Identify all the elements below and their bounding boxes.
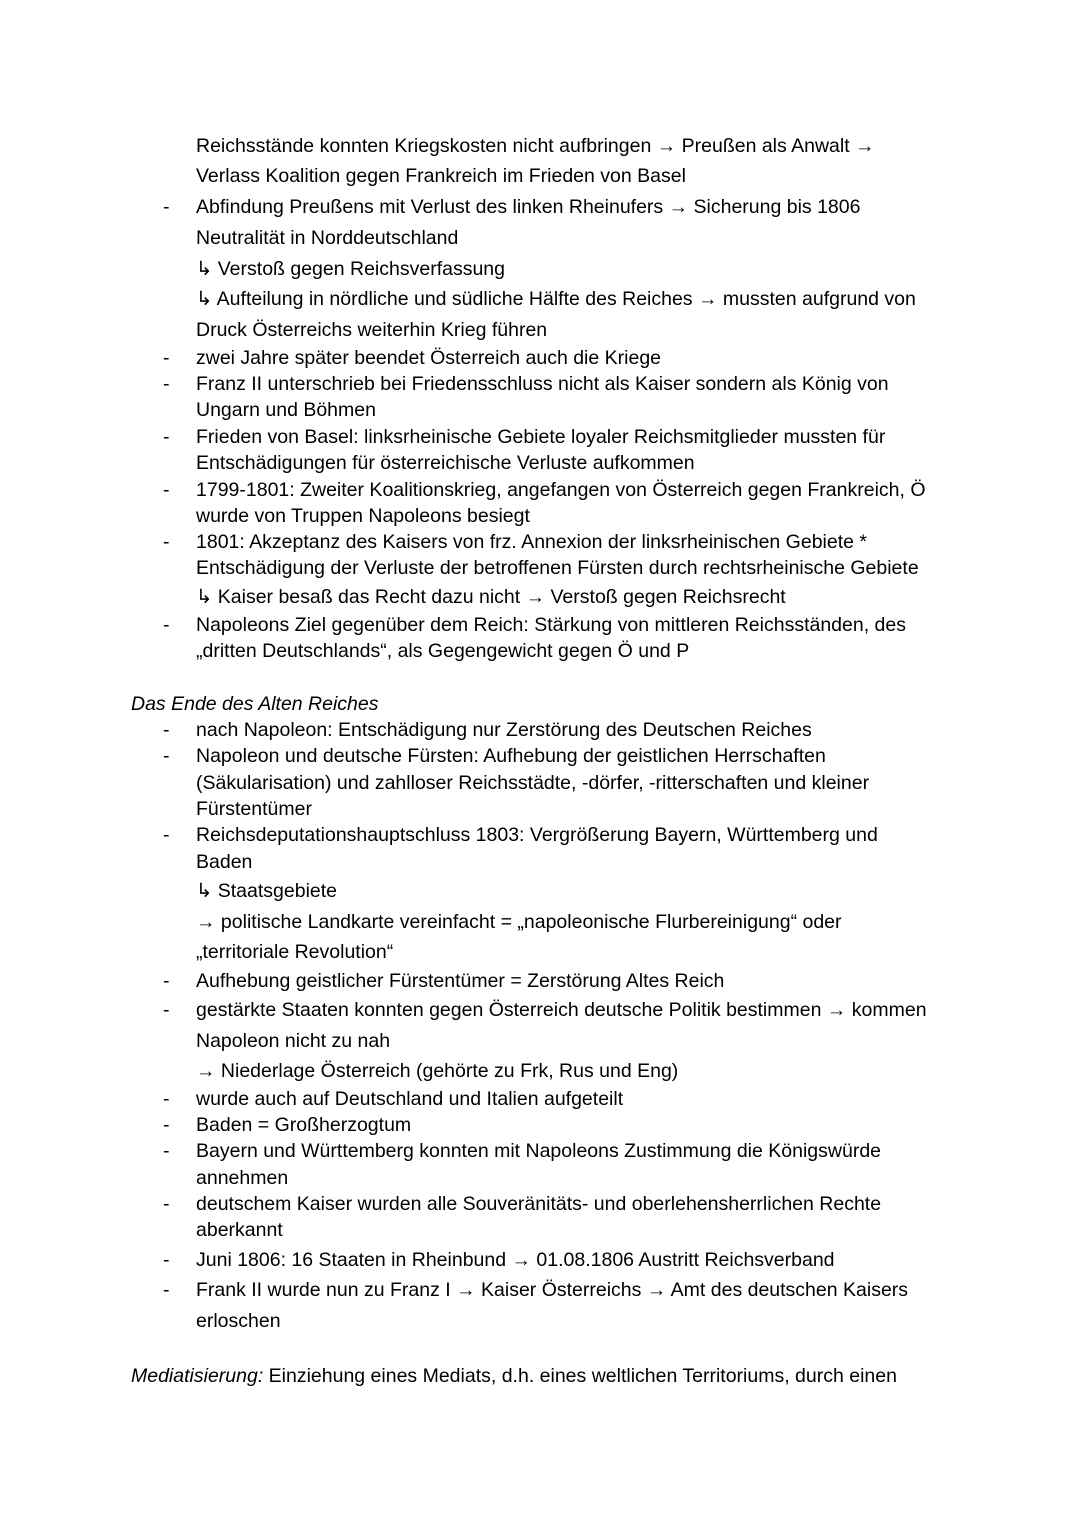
- text-line: Napoleon und deutsche Fürsten: Aufhebung der geistlichen Herrschaften: [196, 745, 826, 767]
- text-line: → politische Landkarte vereinfacht = „napoleonische Flurbereinigung“ oder: [196, 911, 842, 933]
- bullet-dash: -: [163, 970, 170, 992]
- text-line: wurde auch auf Deutschland und Italien aufgeteilt: [196, 1088, 624, 1110]
- text-line: Franz II unterschrieb bei Friedensschluss nicht als Kaiser sondern als König von: [196, 373, 889, 395]
- bullet-dash: -: [163, 1114, 170, 1136]
- text-line: Verlass Koalition gegen Frankreich im Frieden von Basel: [196, 165, 686, 187]
- bullet-dash: -: [163, 426, 170, 448]
- text-line: ↳ Aufteilung in nördliche und südliche Hälfte des Reiches → mussten aufgrund von: [196, 288, 916, 310]
- text-line: (Säkularisation) und zahlloser Reichsstädte, -dörfer, -ritterschaften und kleiner: [196, 772, 870, 794]
- text-line: ↳ Verstoß gegen Reichsverfassung: [196, 258, 506, 280]
- bullet-dash: -: [163, 999, 170, 1021]
- text-line: annehmen: [196, 1167, 289, 1189]
- mediatisierung-line: [131, 1363, 897, 1389]
- text-line: erloschen: [196, 1310, 281, 1332]
- text-line: Bayern und Württemberg konnten mit Napoleons Zustimmung die Königswürde: [196, 1140, 882, 1162]
- bullet-dash: -: [163, 1279, 170, 1301]
- text-line: Ungarn und Böhmen: [196, 399, 376, 421]
- bullet-dash: -: [163, 347, 170, 369]
- text-line: Reichsstände konnten Kriegskosten nicht aufbringen → Preußen als Anwalt →: [196, 135, 875, 157]
- text-line: Frieden von Basel: linksrheinische Gebiete loyaler Reichsmitglieder mussten für: [196, 426, 886, 448]
- text-line: zwei Jahre später beendet Österreich auch die Kriege: [196, 347, 662, 369]
- bullet-dash: -: [163, 824, 170, 846]
- text-line: Napoleons Ziel gegenüber dem Reich: Stärkung von mittleren Reichsständen, des: [196, 614, 906, 636]
- bullet-dash: -: [163, 479, 170, 501]
- text-line: 1801: Akzeptanz des Kaisers von frz. Annexion der linksrheinischen Gebiete *: [196, 531, 867, 553]
- bullet-dash: -: [163, 745, 170, 767]
- text-line: 1799-1801: Zweiter Koalitionskrieg, angefangen von Österreich gegen Frankreich, Ö: [196, 479, 926, 501]
- text-line: Entschädigungen für österreichische Verluste aufkommen: [196, 452, 695, 474]
- text-line: Neutralität in Norddeutschland: [196, 227, 459, 249]
- text-line: nach Napoleon: Entschädigung nur Zerstörung des Deutschen Reiches: [196, 719, 812, 741]
- text-line: Juni 1806: 16 Staaten in Rheinbund → 01.08.1806 Austritt Reichsverband: [196, 1249, 835, 1271]
- text-line: Aufhebung geistlicher Fürstentümer = Zerstörung Altes Reich: [196, 970, 725, 992]
- text-line: gestärkte Staaten konnten gegen Österreich deutsche Politik bestimmen → kommen: [196, 999, 927, 1021]
- bullet-dash: -: [163, 1088, 170, 1110]
- text-line: aberkannt: [196, 1219, 283, 1241]
- bullet-dash: -: [163, 1193, 170, 1215]
- text-line: → Niederlage Österreich (gehörte zu Frk, Rus und Eng): [196, 1060, 679, 1082]
- text-line: ↳ Kaiser besaß das Recht dazu nicht → Verstoß gegen Reichsrecht: [196, 586, 786, 608]
- bullet-dash: -: [163, 531, 170, 553]
- text-line: Reichsdeputationshauptschluss 1803: Vergrößerung Bayern, Württemberg und: [196, 824, 878, 846]
- text-line: Fürstentümer: [196, 798, 312, 820]
- text-line: Entschädigung der Verluste der betroffenen Fürsten durch rechtsrheinische Gebiete: [196, 557, 919, 579]
- mediatisierung-definition: Einziehung eines Mediats, d.h. eines weltlichen Territoriums, durch einen: [263, 1365, 897, 1387]
- bullet-dash: -: [163, 373, 170, 395]
- text-line: Abfindung Preußens mit Verlust des linken Rheinufers → Sicherung bis 1806: [196, 196, 861, 218]
- bullet-dash: -: [163, 1249, 170, 1271]
- text-line: Baden = Großherzogtum: [196, 1114, 412, 1136]
- bullet-dash: -: [163, 196, 170, 218]
- text-line: „dritten Deutschlands“, als Gegengewicht gegen Ö und P: [196, 640, 690, 662]
- mediatisierung-term: Mediatisierung:: [131, 1365, 264, 1387]
- text-line: Druck Österreichs weiterhin Krieg führen: [196, 319, 548, 341]
- bullet-dash: -: [163, 614, 170, 636]
- bullet-dash: -: [163, 719, 170, 741]
- bullet-dash: -: [163, 1140, 170, 1162]
- text-line: „territoriale Revolution“: [196, 941, 394, 963]
- text-line: Frank II wurde nun zu Franz I → Kaiser Österreichs → Amt des deutschen Kaisers: [196, 1279, 909, 1301]
- text-line: ↳ Staatsgebiete: [196, 880, 338, 902]
- text-line: Baden: [196, 851, 253, 873]
- text-line: Napoleon nicht zu nah: [196, 1030, 391, 1052]
- section-heading: Das Ende des Alten Reiches: [131, 693, 379, 715]
- text-line: wurde von Truppen Napoleons besiegt: [196, 505, 530, 527]
- text-line: deutschem Kaiser wurden alle Souveränitäts- und oberlehensherrlichen Rechte: [196, 1193, 882, 1215]
